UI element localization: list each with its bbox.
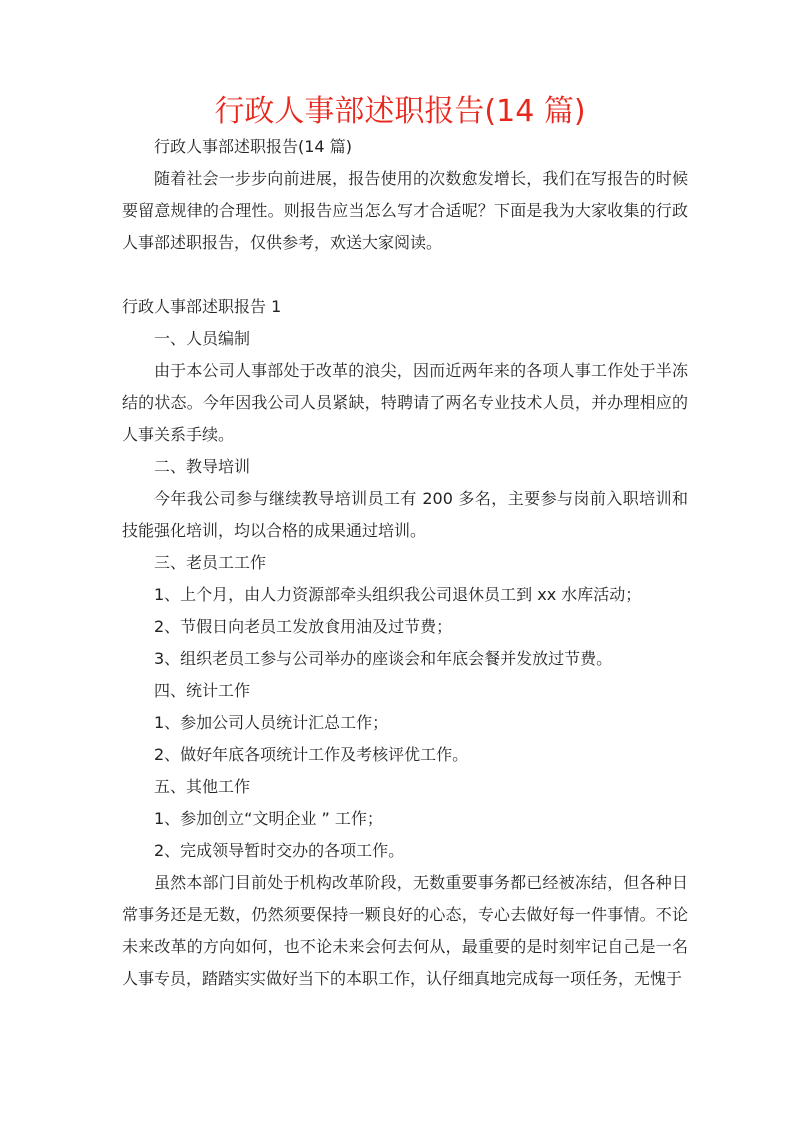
list-item: 3、组织老员工参与公司举办的座谈会和年底会餐并发放过节费。: [154, 649, 613, 668]
intro-paragraph: 随着社会一步步向前进展，报告使用的次数愈发增长，我们在写报告的时候要留意规律的合理性。则报告应当怎么写才合适呢？下面是我为大家收集的行政人事部述职报告，仅供参考，欢送大家阅读。: [122, 169, 688, 252]
section-heading-training: 二、教导培训: [154, 457, 251, 476]
list-item: 1、上个月，由人力资源部牵头组织我公司退休员工到 xx 水库活动；: [154, 585, 642, 604]
report-heading: 行政人事部述职报告 1: [122, 297, 282, 316]
section-heading-staffing: 一、人员编制: [154, 329, 251, 348]
list-item: 2、节假日向老员工发放食用油及过节费；: [154, 617, 453, 636]
list-item: 2、做好年底各项统计工作及考核评优工作。: [154, 745, 469, 764]
section-body-training: 今年我公司参与继续教导培训员工有 200 多名，主要参与岗前入职培训和技能强化培训，均以合格的成果通过培训。: [122, 489, 688, 540]
document-subtitle: 行政人事部述职报告(14 篇): [154, 137, 352, 156]
closing-paragraph: 虽然本部门目前处于机构改革阶段，无数重要事务都已经被冻结，但各种日常事务还是无数，仍然须要保持一颗良好的心态，专心去做好每一件事情。不论未来改革的方向如何，也不论未来会何去何从，最重要的是时刻牢记自己是一名人事专员，踏踏实实做好当下的本职工作，认仔细真地完成每一项任务，无愧于: [122, 873, 688, 988]
list-item: 2、完成领导暂时交办的各项工作。: [154, 841, 405, 860]
document-title: 行政人事部述职报告(14 篇): [214, 94, 586, 129]
section-heading-other: 五、其他工作: [154, 777, 251, 796]
section-heading-statistics: 四、统计工作: [154, 681, 251, 700]
list-item: 1、参加公司人员统计汇总工作；: [154, 713, 389, 732]
list-item: 1、参加创立“文明企业 ” 工作；: [154, 809, 383, 828]
section-heading-retirees: 三、老员工工作: [154, 553, 267, 572]
section-body-staffing: 由于本公司人事部处于改革的浪尖，因而近两年来的各项人事工作处于半冻结的状态。今年因我公司人员紧缺，特聘请了两名专业技术人员，并办理相应的人事关系手续。: [122, 361, 688, 444]
document-body: [122, 131, 688, 995]
